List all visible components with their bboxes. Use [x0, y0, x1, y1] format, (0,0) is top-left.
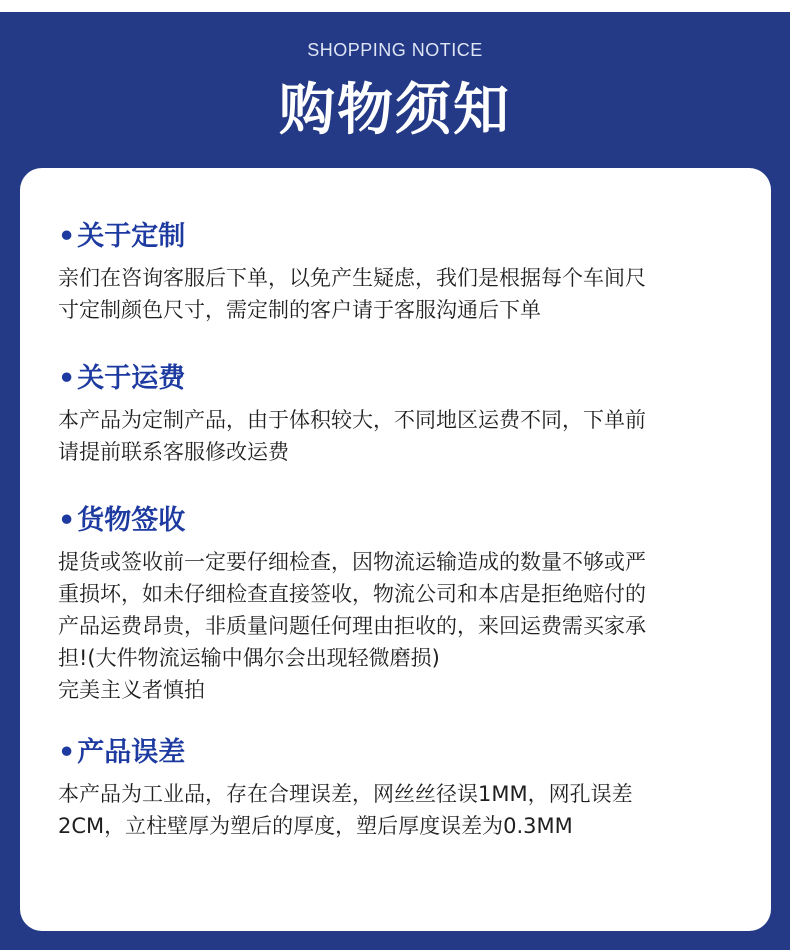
section-text-line: 产品运费昂贵，非质量问题任何理由拒收的，来回运费需买家承	[58, 614, 646, 638]
section-title	[58, 736, 738, 770]
bullet-icon: •	[58, 737, 76, 768]
section-title-text: 货物签收	[77, 505, 186, 536]
bullet-icon: •	[58, 505, 76, 536]
section-text-line: 亲们在咨询客服后下单，以免产生疑虑，我们是根据每个车间尺	[58, 266, 646, 290]
section-title-text: 关于运费	[77, 363, 186, 394]
section-title	[58, 220, 738, 254]
header-subtitle: SHOPPING NOTICE	[307, 40, 483, 60]
section-text-line: 本产品为工业品，存在合理误差，网丝丝径误1MM，网孔误差	[58, 782, 633, 806]
section-title	[58, 362, 738, 396]
section-shipping	[58, 362, 738, 468]
bullet-icon: •	[58, 363, 76, 394]
section-text-line: 完美主义者慎拍	[58, 678, 205, 702]
section-text-line: 本产品为定制产品，由于体积较大，不同地区运费不同，下单前	[58, 408, 646, 432]
section-delivery-receipt	[58, 504, 738, 706]
section-text-line: 重损坏，如未仔细检查直接签收，物流公司和本店是拒绝赔付的	[58, 582, 646, 606]
section-text-line: 担!(大件物流运输中偶尔会出现轻微磨损)	[58, 646, 440, 670]
section-text-line: 请提前联系客服修改运费	[58, 440, 289, 464]
section-product-tolerance	[58, 736, 738, 842]
notice-card	[20, 168, 771, 931]
section-title-text: 关于定制	[77, 221, 186, 252]
page-title: 购物须知	[279, 78, 511, 143]
section-text-line: 2CM，立柱壁厚为塑后的厚度，塑后厚度误差为0.3MM	[58, 814, 573, 838]
section-title	[58, 504, 738, 538]
bullet-icon: •	[58, 221, 76, 252]
section-text-line: 提货或签收前一定要仔细检查，因物流运输造成的数量不够或严	[58, 550, 646, 574]
section-title-text: 产品误差	[77, 737, 186, 768]
section-text-line: 寸定制颜色尺寸，需定制的客户请于客服沟通后下单	[58, 298, 541, 322]
section-customization	[58, 220, 738, 326]
